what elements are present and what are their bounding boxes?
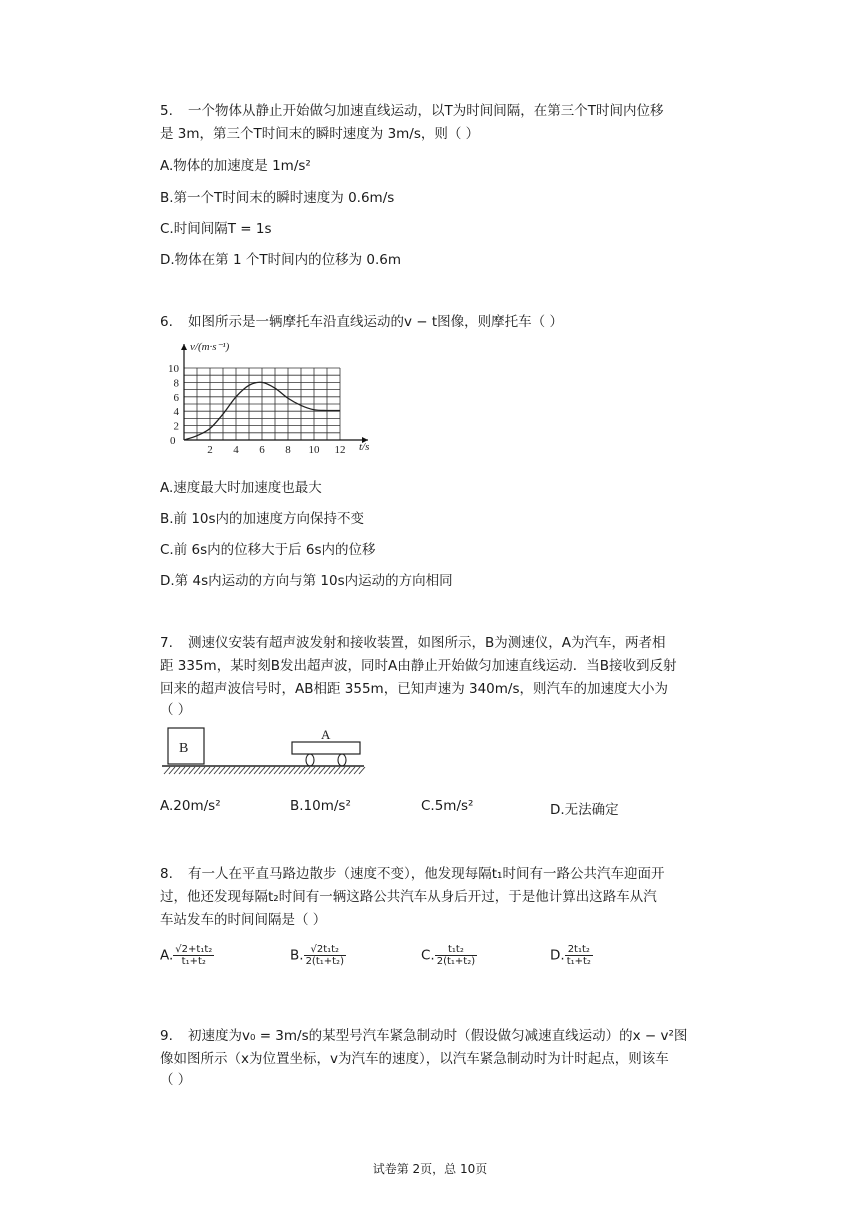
hatch-line	[209, 767, 215, 774]
q8-options	[160, 944, 720, 974]
q8-option-d-numerator: 2t₁t₂	[565, 944, 593, 956]
q8-text-line1: 有一人在平直马路边散步（速度不变），他发现每隔t₁时间有一路公共汽车迎面开	[188, 866, 665, 882]
q8-option-c	[421, 944, 477, 967]
hatch-line	[224, 767, 230, 774]
q8-option-a-prefix: A.	[160, 947, 174, 964]
q8-stem-line2: 过，他还发现每隔t₂时间有一辆这路公共汽车从身后开过，于是他计算出这路车从汽	[160, 889, 657, 905]
hatch-line	[329, 767, 335, 774]
hatch-line	[339, 767, 345, 774]
q8-option-d-fraction	[565, 944, 593, 967]
x-tick-label: 12	[334, 444, 346, 456]
car-wheel-right	[338, 754, 346, 766]
q6-number: 6.	[160, 314, 173, 330]
hatch-line	[269, 767, 275, 774]
q8-option-c-prefix: C.	[421, 947, 435, 964]
q9-stem-line3: （ ）	[160, 1072, 192, 1088]
hatch-line	[294, 767, 300, 774]
y-tick-label: 2	[173, 420, 179, 433]
hatch-line	[289, 767, 295, 774]
hatch-line	[174, 767, 180, 774]
x-tick-label: 4	[233, 444, 239, 456]
hatch-line	[184, 767, 190, 774]
q8-number: 8.	[160, 866, 173, 882]
q8-option-b-numerator: √2t₁t₂	[304, 944, 346, 956]
q8-option-a-numerator: √2+t₁t₂	[175, 944, 213, 955]
q9-text-line1: 初速度为v₀ = 3m/s的某型号汽车紧急制动时（假设做匀减速直线运动）的x − v²图	[188, 1028, 688, 1044]
hatch-line	[304, 767, 310, 774]
q7-stem-line1	[160, 631, 666, 651]
hatch-line	[194, 767, 200, 774]
hatch-line	[179, 767, 185, 774]
hatch-line	[214, 767, 220, 774]
q8-stem-line1	[160, 862, 664, 882]
origin-label: 0	[170, 435, 176, 447]
q6-stem	[160, 310, 563, 330]
hatch-line	[169, 767, 175, 774]
page-footer: 试卷第 2页，总 10页	[372, 1162, 488, 1176]
q5-option-a: A.物体的加速度是 1m/s²	[160, 158, 311, 174]
q7-option-d: D.无法确定	[550, 802, 619, 818]
hatch-line	[299, 767, 305, 774]
q6-text: 如图所示是一辆摩托车沿直线运动的v − t图像，则摩托车（ ）	[188, 314, 563, 330]
q5-option-d: D.物体在第 1 个T时间内的位移为 0.6m	[160, 252, 402, 268]
hatch-line	[349, 767, 355, 774]
hatch-line	[279, 767, 285, 774]
y-tick-label: 4	[173, 406, 179, 419]
q8-option-d	[550, 944, 593, 967]
q5-stem-line1	[160, 99, 664, 119]
x-axis-label: t/s	[359, 441, 370, 453]
q7-stem-line3: 回来的超声波信号时，AB相距 355m，已知声速为 340m/s，则汽车的加速度大小为	[160, 681, 668, 697]
x-tick-label: 6	[259, 444, 265, 456]
q7-number: 7.	[160, 635, 173, 651]
hatch-line	[204, 767, 210, 774]
vt-graph	[160, 336, 380, 458]
q7-text-line1: 测速仪安装有超声波发射和接收装置，如图所示，B为测速仪，A为汽车，两者相	[188, 635, 666, 651]
hatch-line	[324, 767, 330, 774]
ground-hatch	[164, 767, 365, 774]
hatch-line	[219, 767, 225, 774]
y-tick-label: 6	[173, 391, 179, 404]
label-b: B	[179, 741, 189, 756]
q7-option-a: A.20m/s²	[160, 798, 221, 814]
q8-option-a-fraction	[173, 944, 214, 967]
hatch-line	[229, 767, 235, 774]
q5-stem-line2: 是 3m，第三个T时间末的瞬时速度为 3m/s，则（ ）	[160, 126, 480, 142]
q8-option-a	[160, 944, 214, 967]
q5-number: 5.	[160, 103, 173, 119]
q6-option-a: A.速度最大时加速度也最大	[160, 480, 322, 496]
q5-option-c: C.时间间隔T = 1s	[160, 221, 272, 237]
q8-option-b-denominator: 2(t₁+t₂)	[305, 956, 344, 967]
hatch-line	[344, 767, 350, 774]
q8-option-d-denominator: t₁+t₂	[566, 956, 591, 967]
q8-option-c-fraction	[435, 944, 477, 967]
hatch-line	[244, 767, 250, 774]
q6-option-b: B.前 10s内的加速度方向保持不变	[160, 511, 365, 527]
hatch-line	[249, 767, 255, 774]
q9-stem-line1	[160, 1024, 687, 1044]
hatch-line	[314, 767, 320, 774]
label-a: A	[321, 727, 331, 742]
chart-grid	[184, 368, 340, 440]
q8-option-b	[290, 944, 346, 967]
hatch-line	[274, 767, 280, 774]
y-tick-label: 8	[173, 377, 179, 390]
q9-stem-line2: 像如图所示（x为位置坐标，v为汽车的速度），以汽车紧急制动时为计时起点，则该车	[160, 1051, 669, 1067]
q6-option-c: C.前 6s内的位移大于后 6s内的位移	[160, 542, 376, 558]
q7-figure	[160, 722, 370, 780]
q7-stem-line4: （ ）	[160, 702, 192, 718]
hatch-line	[254, 767, 260, 774]
hatch-line	[199, 767, 205, 774]
q8-option-c-numerator: t₁t₂	[435, 944, 477, 956]
hatch-line	[354, 767, 360, 774]
q7-stem-line2: 距 335m，某时刻B发出超声波，同时A由静止开始做匀加速直线运动．当B接收到反射	[160, 658, 677, 674]
hatch-line	[309, 767, 315, 774]
x-tick-label: 2	[207, 444, 213, 456]
q8-option-d-prefix: D.	[550, 947, 565, 964]
hatch-line	[234, 767, 240, 774]
q8-option-b-prefix: B.	[290, 947, 304, 964]
hatch-line	[334, 767, 340, 774]
car-wheel-left	[306, 754, 314, 766]
hatch-line	[259, 767, 265, 774]
y-tick-label: 10	[168, 363, 179, 375]
y-axis-arrow	[181, 344, 187, 350]
hatch-line	[189, 767, 195, 774]
q8-option-b-fraction	[304, 944, 346, 967]
hatch-line	[359, 767, 365, 774]
hatch-line	[264, 767, 270, 774]
q5-text-line1: 一个物体从静止开始做匀加速直线运动，以T为时间间隔，在第三个T时间内位移	[188, 103, 664, 119]
hatch-line	[319, 767, 325, 774]
q9-number: 9.	[160, 1028, 173, 1044]
q7-option-c: C.5m/s²	[421, 798, 474, 814]
chart-ticks	[168, 363, 346, 456]
q8-stem-line3: 车站发车的时间间隔是（ ）	[160, 912, 327, 928]
q7-option-b: B.10m/s²	[290, 798, 351, 814]
q5-option-b: B.第一个T时间末的瞬时速度为 0.6m/s	[160, 190, 395, 206]
hatch-line	[284, 767, 290, 774]
x-tick-label: 10	[308, 444, 320, 456]
q6-option-d: D.第 4s内运动的方向与第 10s内运动的方向相同	[160, 573, 453, 589]
car-a-body	[292, 742, 360, 754]
hatch-line	[164, 767, 170, 774]
hatch-line	[239, 767, 245, 774]
q8-option-a-denominator: t₁+t₂	[181, 956, 206, 967]
x-tick-label: 8	[285, 444, 291, 456]
q7-options	[160, 798, 720, 820]
y-axis-label: v/(m·s⁻¹)	[190, 341, 230, 353]
q8-option-c-denominator: 2(t₁+t₂)	[436, 956, 476, 967]
